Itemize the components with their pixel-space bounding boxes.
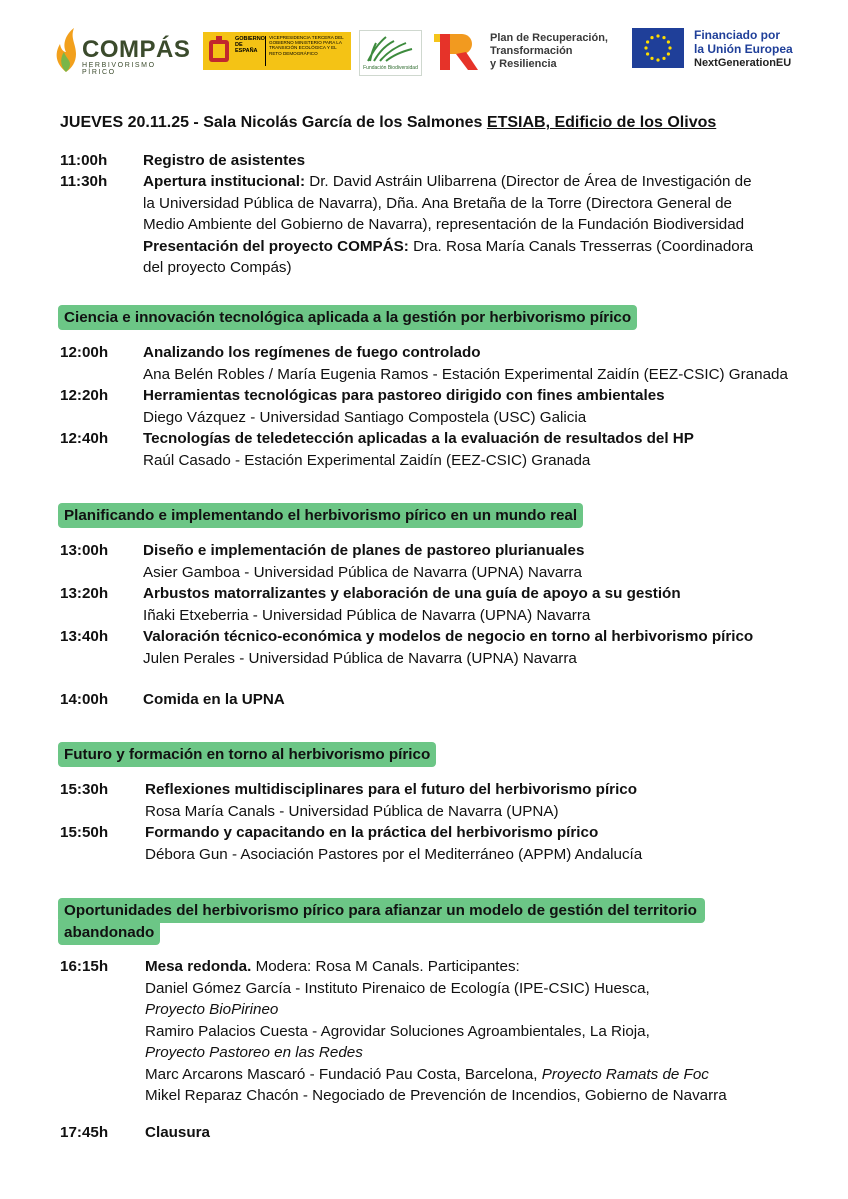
session-title: Formando y capacitando en la práctica del herbivorismo pírico (145, 824, 599, 841)
project: Proyecto Ramats de Foc (541, 1065, 709, 1083)
section-header: Ciencia e innovación tecnológica aplicada a la gestión por herbivorismo pírico (58, 305, 637, 330)
session-title: Apertura institucional: (143, 173, 306, 190)
session-title: Diseño e implementación de planes de pastoreo plurianuales (143, 542, 585, 559)
prtr-line: Transformación (490, 45, 573, 57)
time: 14:00h (60, 691, 109, 708)
compas-logo (52, 26, 191, 76)
gobierno-logo (203, 32, 351, 70)
speakers: Ana Belén Robles / María Eugenia Ramos - Estación Experimental Zaidín (EEZ-CSIC) Granada (143, 365, 788, 383)
session-body (143, 583, 813, 626)
prtr-text (490, 32, 630, 71)
session-title: Tecnologías de teledetección aplicadas a la evaluación de resultados del HP (143, 430, 694, 447)
time: 11:00h (60, 152, 108, 169)
session-body (143, 626, 813, 669)
session-title: Presentación del proyecto COMPÁS: (143, 237, 409, 255)
time: 15:30h (60, 781, 109, 798)
time: 12:20h (60, 387, 109, 404)
project: Proyecto Pastoreo en las Redes (145, 1044, 363, 1061)
participant: Marc Arcarons Mascaró - Fundació Pau Costa, Barcelona, (145, 1065, 542, 1083)
prtr-logo (434, 28, 624, 76)
eu-text (694, 28, 824, 72)
speakers: la Universidad Pública de Navarra), Dña. Ana Bretaña de la Torre (Directora General de (143, 194, 732, 212)
time: 17:45h (60, 1124, 109, 1141)
time: 12:40h (60, 430, 109, 447)
speakers: Diego Vázquez - Universidad Santiago Compostela (USC) Galicia (143, 408, 587, 426)
nextgen-label: NextGenerationEU (694, 57, 792, 69)
section-header: Planificando e implementando el herbivorismo pírico en un mundo real (58, 503, 583, 528)
eu-funded-label (694, 28, 814, 56)
flame-icon (52, 28, 80, 72)
speakers: Asier Gamboa - Universidad Pública de Navarra (UPNA) Navarra (143, 563, 582, 581)
speakers: Iñaki Etxeberria - Universidad Pública de Navarra (UPNA) Navarra (143, 606, 591, 624)
divider (265, 36, 266, 66)
session-title: Mesa redonda. (145, 958, 252, 975)
eu-line: la Unión Europea (694, 42, 793, 56)
grass-icon (366, 35, 414, 63)
session-title: Registro de asistentes (143, 152, 306, 169)
session-title: Reflexiones multidisciplinares para el futuro del herbivorismo pírico (145, 781, 638, 798)
time: 15:50h (60, 824, 109, 841)
project: Proyecto BioPirineo (145, 1001, 279, 1018)
prtr-line: y Resiliencia (490, 58, 557, 70)
gobierno-label: GOBIERNO DE ESPAÑA (235, 36, 265, 54)
time: 13:40h (60, 628, 109, 645)
moderator: Modera: Rosa M Canals. Participantes: (251, 958, 520, 975)
session-body (143, 171, 813, 279)
section-header-continued: abandonado (58, 920, 160, 945)
time: 13:00h (60, 542, 109, 559)
speakers: Raúl Casado - Estación Experimental Zaidín (EEZ-CSIC) Granada (143, 451, 591, 469)
participant: Daniel Gómez García - Instituto Pirenaico de Ecología (IPE-CSIC) Huesca, (145, 979, 650, 997)
date-venue: JUEVES 20.11.25 - Sala Nicolás García de los Salmones (60, 114, 487, 131)
prtr-mark-icon (434, 30, 482, 74)
speakers: Dr. David Astráin Ulibarrena (Director de Área de Investigación de (305, 173, 752, 190)
eu-flag-icon (632, 28, 684, 68)
speakers: Débora Gun - Asociación Pastores por el Mediterráneo (APPM) Andalucía (145, 845, 643, 863)
session-body (143, 342, 813, 385)
session-title: Clausura (145, 1124, 210, 1141)
session-body (145, 822, 815, 865)
eu-stars-icon (632, 28, 684, 68)
session-body (143, 385, 813, 428)
logo-bar (0, 0, 848, 100)
session-body (143, 428, 813, 471)
participant: Mikel Reparaz Chacón - Negociado de Prevención de Incendios, Gobierno de Navarra (145, 1087, 727, 1104)
session-title: Analizando los regímenes de fuego controlado (143, 344, 481, 361)
compas-wordmark: COMPÁS (82, 36, 191, 63)
time: 13:20h (60, 585, 109, 602)
time: 16:15h (60, 958, 109, 975)
session-title: Comida en la UPNA (143, 691, 285, 708)
time: 12:00h (60, 344, 109, 361)
speakers: Dra. Rosa María Canals Tresserras (Coordinadora (408, 237, 754, 255)
fundacion-label: Fundación Biodiversidad (363, 65, 418, 71)
compas-tagline: HERBIVORISMO PÍRICO (82, 62, 156, 76)
speakers: Medio Ambiente del Gobierno de Navarra), representación de la Fundación Biodiversidad (143, 216, 745, 233)
eu-line: Financiado por (694, 28, 781, 42)
venue-link[interactable]: ETSIAB, Edificio de los Olivos (486, 114, 717, 131)
speakers: Rosa María Canals - Universidad Pública de Navarra (UPNA) (145, 802, 559, 820)
session-body (143, 540, 813, 583)
coat-of-arms-icon (207, 36, 231, 66)
session-title: Herramientas tecnológicas para pastoreo dirigido con fines ambientales (143, 387, 665, 404)
ministerio-label: VICEPRESIDENCIA TERCERA DEL GOBIERNO MINISTERIO PARA LA TRANSICIÓN ECOLÓGICA Y EL RETO DEMOGRÁFICO (269, 35, 344, 56)
session-body (145, 956, 815, 1107)
participant: Ramiro Palacios Cuesta - Agrovidar Soluciones Agroambientales, La Rioja, (145, 1022, 650, 1040)
session-body (145, 779, 815, 822)
section-header: Futuro y formación en torno al herbivorismo pírico (58, 742, 436, 767)
prtr-line: Plan de Recuperación, (490, 32, 608, 44)
time: 11:30h (60, 173, 108, 190)
session-title: Valoración técnico-económica y modelos de negocio en torno al herbivorismo pírico (143, 628, 754, 645)
fundacion-biodiversidad-logo (359, 30, 422, 76)
section-header: Oportunidades del herbivorismo pírico para afianzar un modelo de gestión del territorio (58, 898, 705, 923)
page-title (60, 114, 716, 132)
speakers: del proyecto Compás) (143, 259, 292, 276)
session-title: Arbustos matorralizantes y elaboración de una guía de apoyo a su gestión (143, 585, 681, 602)
speakers: Julen Perales - Universidad Pública de Navarra (UPNA) Navarra (143, 649, 577, 667)
